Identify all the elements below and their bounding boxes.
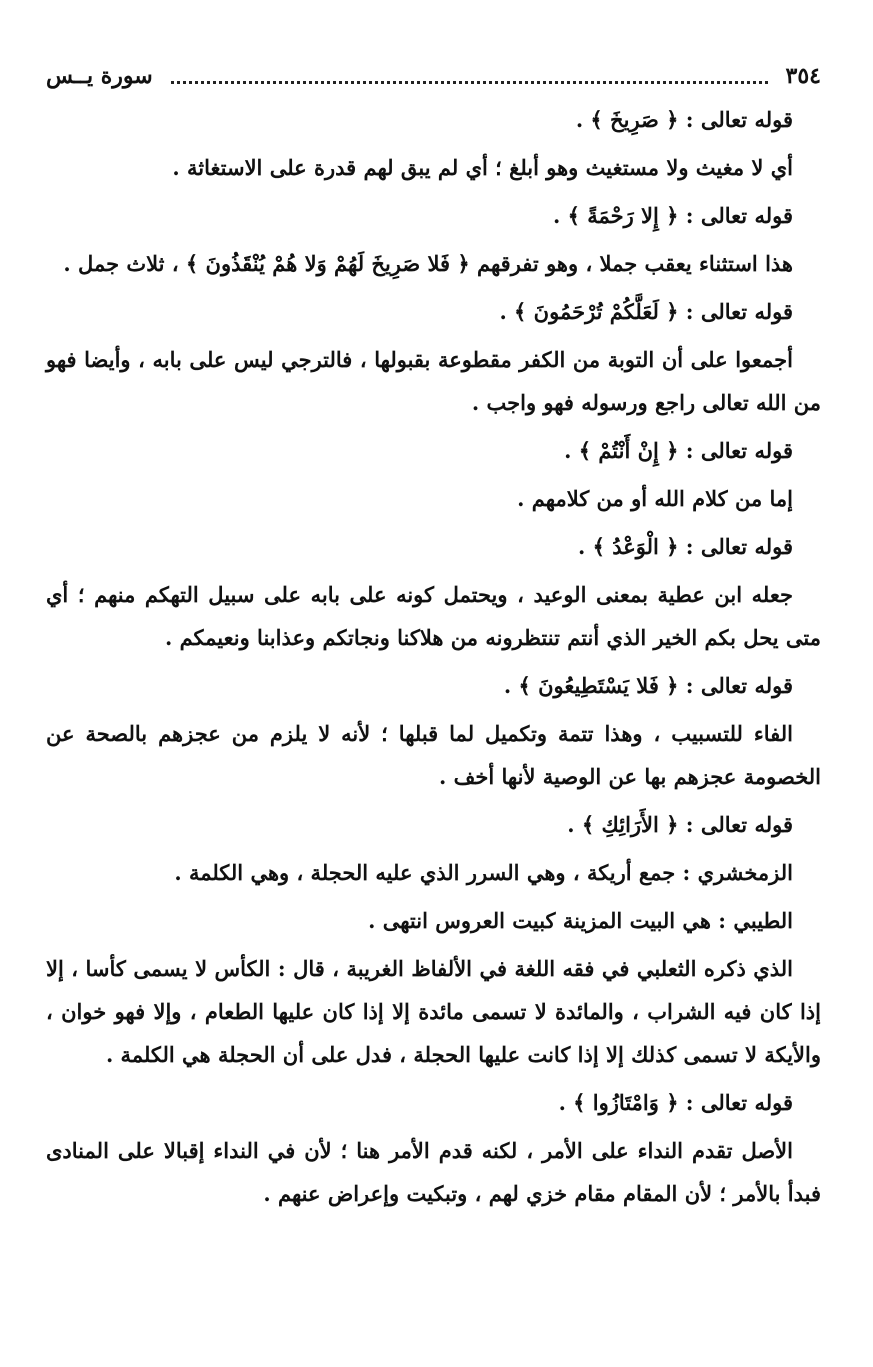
quran-citation: قوله تعالى : ﴿ الْوَعْدُ ﴾ .: [578, 534, 793, 559]
commentary-paragraph: الذي ذكره الثعلبي في فقه اللغة في الألفاظ الغريبة ، قال : الكأس لا يسمى كأسا ، إلا إذا كان فيه الشراب ، والمائدة لا تسمى مائدة إلا إذا كان عليها الطعام ، وإلا فهو خوان ، والأيكة لا تسمى كذلك إلا إذا كانت عليها الحجلة ، فدل على أن الحجلة هي الكلمة .: [46, 956, 821, 1067]
commentary-paragraph: هذا استثناء يعقب جملا ، وهو تفرقهم ﴿ فَلا صَرِيخَ لَهُمْ وَلا هُمْ يُنْقَذُونَ ﴾ ، ثلاث جمل .: [63, 251, 793, 276]
commentary-paragraph: أي لا مغيث ولا مستغيث وهو أبلغ ؛ أي لم يبق لهم قدرة على الاستغاثة .: [172, 155, 793, 180]
commentary-paragraph: الأصل تقدم النداء على الأمر ، لكنه قدم الأمر هنا ؛ لأن في النداء إقبالا على المنادى فبدأ بالأمر ؛ لأن المقام مقام خزي لهم ، وتبكيت وإعراض عنهم .: [46, 1138, 821, 1206]
commentary-paragraph: الزمخشري : جمع أريكة ، وهي السرر الذي عليه الحجلة ، وهي الكلمة .: [174, 860, 793, 885]
commentary-paragraph: الطيبي : هي البيت المزينة كبيت العروس انتهى .: [368, 908, 793, 933]
page-number: ٣٥٤: [785, 63, 821, 89]
quran-citation: قوله تعالى : ﴿ وَامْتَازُوا ﴾ .: [558, 1090, 793, 1115]
quran-citation: قوله تعالى : ﴿ إِنْ أَنْتُمْ ﴾ .: [564, 438, 793, 463]
running-header: [46, 56, 821, 96]
commentary-paragraph: إما من كلام الله أو من كلامهم .: [517, 486, 793, 511]
surah-title: سورة يــس: [46, 63, 153, 89]
quran-citation: قوله تعالى : ﴿ الأَرَائِكِ ﴾ .: [567, 812, 793, 837]
quran-citation: قوله تعالى : ﴿ إِلا رَحْمَةً ﴾ .: [552, 203, 793, 228]
quran-citation: قوله تعالى : ﴿ لَعَلَّكُمْ تُرْحَمُونَ ﴾ .: [499, 299, 793, 324]
quran-citation: قوله تعالى : ﴿ فَلا يَسْتَطِيعُونَ ﴾ .: [503, 673, 793, 698]
commentary-paragraph: أجمعوا على أن التوبة من الكفر مقطوعة بقبولها ، فالترجي ليس على بابه ، وأيضا فهو من الله تعالى راجع ورسوله فهو واجب .: [46, 347, 821, 415]
commentary-paragraph: جعله ابن عطية بمعنى الوعيد ، ويحتمل كونه على بابه على سبيل التهكم منهم ؛ أي متى يحل بكم الخير الذي أنتم تنتظرونه من هلاكنا ونجاتكم وعذابنا ونعيمكم .: [46, 582, 821, 650]
commentary-paragraph: الفاء للتسبيب ، وهذا تتمة وتكميل لما قبلها ؛ لأنه لا يلزم من عجزهم بالصحة عن الخصومة عجزهم بها عن الوصية لأنها أخف .: [46, 721, 821, 789]
header-dotted-rule: [171, 81, 768, 84]
body-text: [46, 98, 821, 1215]
quran-citation: قوله تعالى : ﴿ صَرِيخَ ﴾ .: [575, 107, 793, 132]
